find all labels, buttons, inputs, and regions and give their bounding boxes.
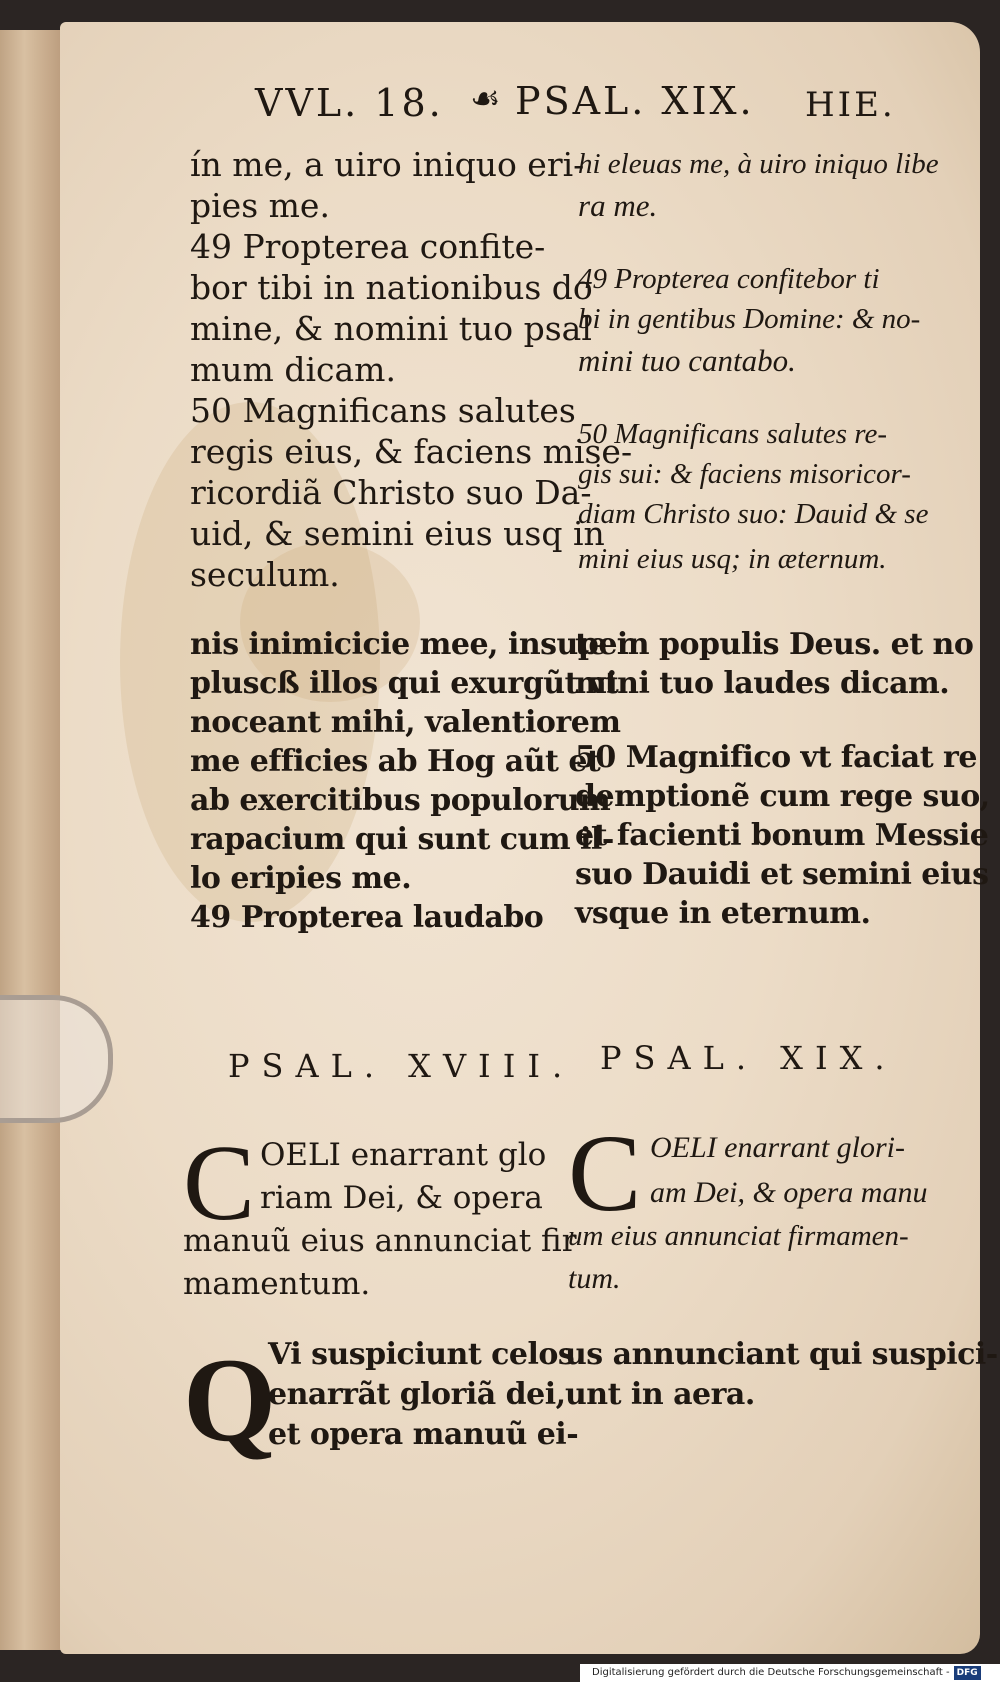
text-line: enarrãt gloriã dei,	[268, 1377, 566, 1412]
text-line: mine, & nomini tuo psal	[190, 309, 592, 348]
text-line: um eius annunciat firmamen-	[568, 1220, 909, 1252]
drop-cap: Q	[183, 1333, 277, 1466]
text-line: pies me.	[190, 186, 330, 225]
text-line: ra me.	[578, 188, 658, 223]
text-line: lo eripies me.	[190, 861, 412, 896]
running-head-center: PSAL. XIX.	[515, 79, 755, 123]
text-line: OELI enarrant glo	[260, 1137, 547, 1173]
text-line: bi in gentibus Domine: & no-	[578, 303, 921, 335]
text-line: am Dei, & opera manu	[650, 1176, 928, 1209]
text-line: ab exercitibus populorum	[190, 783, 611, 818]
text-line: 50 Magnificans salutes	[190, 391, 576, 430]
dfg-logo-icon: DFG	[954, 1666, 981, 1680]
text-line: bor tibi in nationibus do	[190, 268, 593, 307]
text-line: 50 Magnificans salutes re-	[578, 418, 888, 450]
digitization-footer	[580, 1664, 1000, 1682]
text-line: me efficies ab Hog aũt et	[190, 744, 601, 779]
text-line: gis sui: & faciens misoricor-	[578, 458, 911, 490]
text-line: rapacium qui sunt cum il-	[190, 822, 614, 857]
text-line: OELI enarrant glori-	[650, 1131, 905, 1164]
text-line: vsque in eternum.	[575, 896, 871, 931]
text-line: hi eleuas me, à uiro iniquo libe	[578, 148, 939, 180]
text-line: pluscß illos qui exurgũt vt	[190, 666, 619, 701]
text-line: suo Dauidi et semini eius	[575, 857, 989, 892]
text-line: 49 Propterea confitebor ti	[578, 263, 880, 295]
text-line: us annunciant qui suspici-	[565, 1337, 998, 1372]
text-line: demptionẽ cum rege suo,	[575, 779, 990, 814]
running-head-right: HIE.	[805, 85, 896, 125]
text-line: regis eius, & faciens mise-	[190, 432, 633, 471]
text-line: et facienti bonum Messie	[575, 818, 989, 853]
text-line: uid, & semini eius usq in	[190, 514, 605, 553]
psalm-title-right: PSAL. XIX.	[600, 1039, 897, 1077]
text-line: 49 Propterea laudabo	[190, 900, 544, 935]
text-line: seculum.	[190, 555, 340, 594]
text-line: noceant mihi, valentiorem	[190, 705, 621, 740]
text-line: riam Dei, & opera	[260, 1180, 543, 1216]
text-line: mini tuo laudes dicam.	[575, 666, 950, 701]
footer-text: Digitalisierung gefördert durch die Deutsche Forschungsgemeinschaft -	[592, 1667, 950, 1678]
ornament-icon: ☙	[470, 79, 504, 119]
text-line: te in populis Deus. et no	[575, 627, 974, 662]
text-line: 49 Propterea confite-	[190, 227, 546, 266]
drop-cap: C	[568, 1112, 642, 1234]
text-line: mum dicam.	[190, 350, 396, 389]
text-line: ín me, a uiro iniquo eri-	[190, 145, 585, 184]
text-line: nis inimicicie mee, insuper	[190, 627, 633, 662]
text-line: 50 Magnifico vt faciat re	[575, 740, 977, 775]
psalm-title-left: PSAL. XVIII.	[228, 1047, 575, 1085]
text-line: unt in aera.	[565, 1377, 755, 1412]
text-line: diam Christo suo: Dauid & se	[578, 498, 929, 530]
text-line: mini tuo cantabo.	[578, 343, 796, 378]
running-head-left: VVL. 18.	[255, 81, 444, 125]
drop-cap: C	[183, 1124, 256, 1243]
text-line: et opera manuũ ei-	[268, 1417, 579, 1452]
text-line: mamentum.	[183, 1266, 371, 1302]
text-line: manuũ eius annunciat fir	[183, 1223, 577, 1259]
paper-clip	[0, 995, 113, 1123]
text-line: ricordiã Christo suo Da-	[190, 473, 592, 512]
text-line: Vi suspiciunt celos	[268, 1337, 575, 1372]
text-line: tum.	[568, 1262, 621, 1295]
text-line: mini eius usq; in æternum.	[578, 543, 887, 575]
